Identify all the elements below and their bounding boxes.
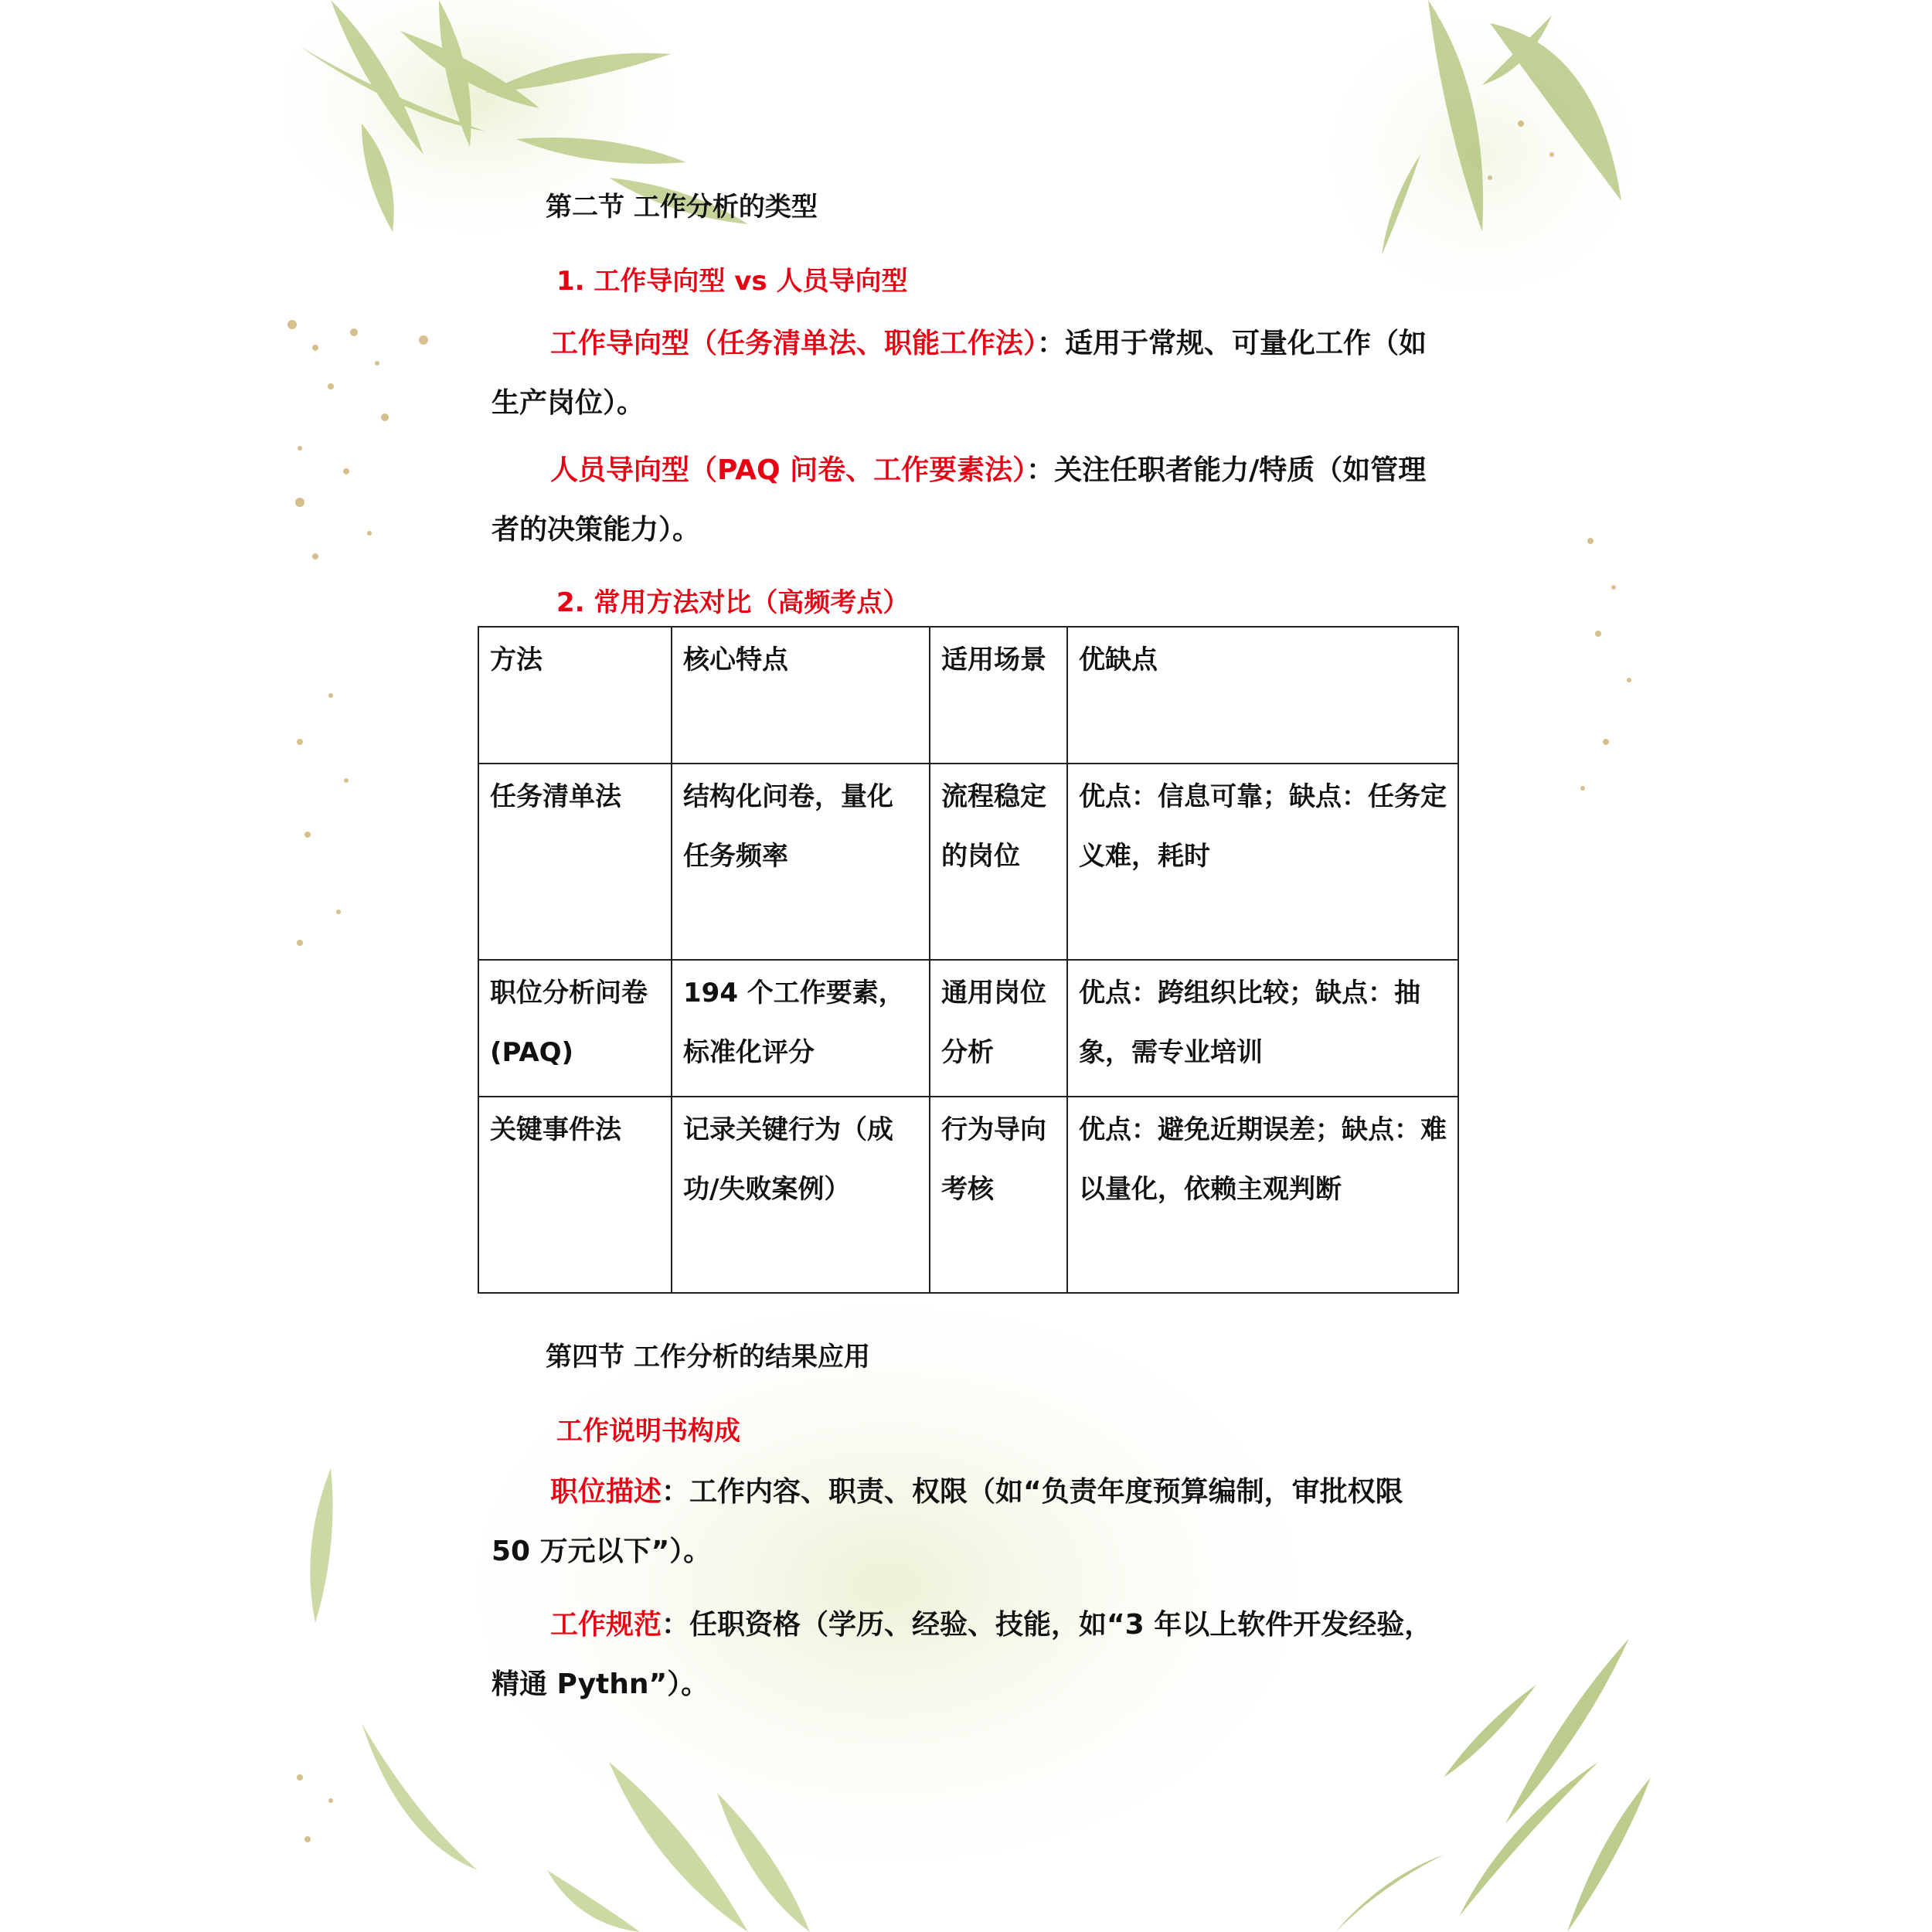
- subheading: 1. 工作导向型 vs 人员导向型: [556, 266, 908, 297]
- subheading: 2. 常用方法对比（高频考点）: [556, 587, 910, 618]
- paragraph: [492, 314, 1450, 433]
- paragraph-text: ：工作内容、职责、权限（如“负责年度预算编制，审批权限 50 万元以下”）。: [492, 1476, 1403, 1567]
- table-cell: 优点：避免近期误差；缺点：难以量化，依赖主观判断: [1067, 1097, 1458, 1293]
- table-cell: 流程稳定的岗位: [930, 764, 1067, 960]
- table-cell: 194 个工作要素，标准化评分: [672, 960, 930, 1097]
- methods-comparison-table: [478, 626, 1459, 1294]
- table-row: [478, 1097, 1458, 1293]
- table-header-cell: 核心特点: [672, 627, 930, 764]
- table-cell: 任务清单法: [478, 764, 672, 960]
- paragraph: [492, 440, 1450, 560]
- table-cell: 关键事件法: [478, 1097, 672, 1293]
- table-cell: 职位分析问卷(PAQ): [478, 960, 672, 1097]
- paragraph-text: ：任职资格（学历、经验、技能，如“3 年以上软件开发经验，精通 Pythn”）。: [492, 1609, 1433, 1700]
- table-cell: 行为导向考核: [930, 1097, 1067, 1293]
- table-cell: 优点：信息可靠；缺点：任务定义难，耗时: [1067, 764, 1458, 960]
- paragraph: [492, 1595, 1450, 1714]
- table-cell: 记录关键行为（成功/失败案例）: [672, 1097, 930, 1293]
- table-header-row: [478, 627, 1458, 764]
- document-page: [284, 0, 1651, 1932]
- subheading: 工作说明书构成: [556, 1416, 740, 1447]
- section-title: 第四节 工作分析的结果应用: [546, 1342, 870, 1372]
- paragraph-text: ：适用于常规、可量化工作（如生产岗位）。: [492, 328, 1427, 419]
- paragraph: [492, 1462, 1450, 1581]
- term-label: 工作规范: [550, 1609, 662, 1641]
- term-label: 职位描述: [550, 1476, 662, 1508]
- table-header-cell: 优缺点: [1067, 627, 1458, 764]
- paragraph-text: ：关注任职者能力/特质（如管理者的决策能力）。: [492, 454, 1427, 546]
- table-header-cell: 适用场景: [930, 627, 1067, 764]
- section-title: 第二节 工作分析的类型: [546, 192, 818, 223]
- term-label: 工作导向型（任务清单法、职能工作法）: [550, 328, 1038, 359]
- table-row: [478, 960, 1458, 1097]
- table-cell: 通用岗位分析: [930, 960, 1067, 1097]
- table-cell: 优点：跨组织比较；缺点：抽象，需专业培训: [1067, 960, 1458, 1097]
- table-header-cell: 方法: [478, 627, 672, 764]
- term-label: 人员导向型（PAQ 问卷、工作要素法）: [550, 454, 1027, 486]
- table-cell: 结构化问卷，量化任务频率: [672, 764, 930, 960]
- table-row: [478, 764, 1458, 960]
